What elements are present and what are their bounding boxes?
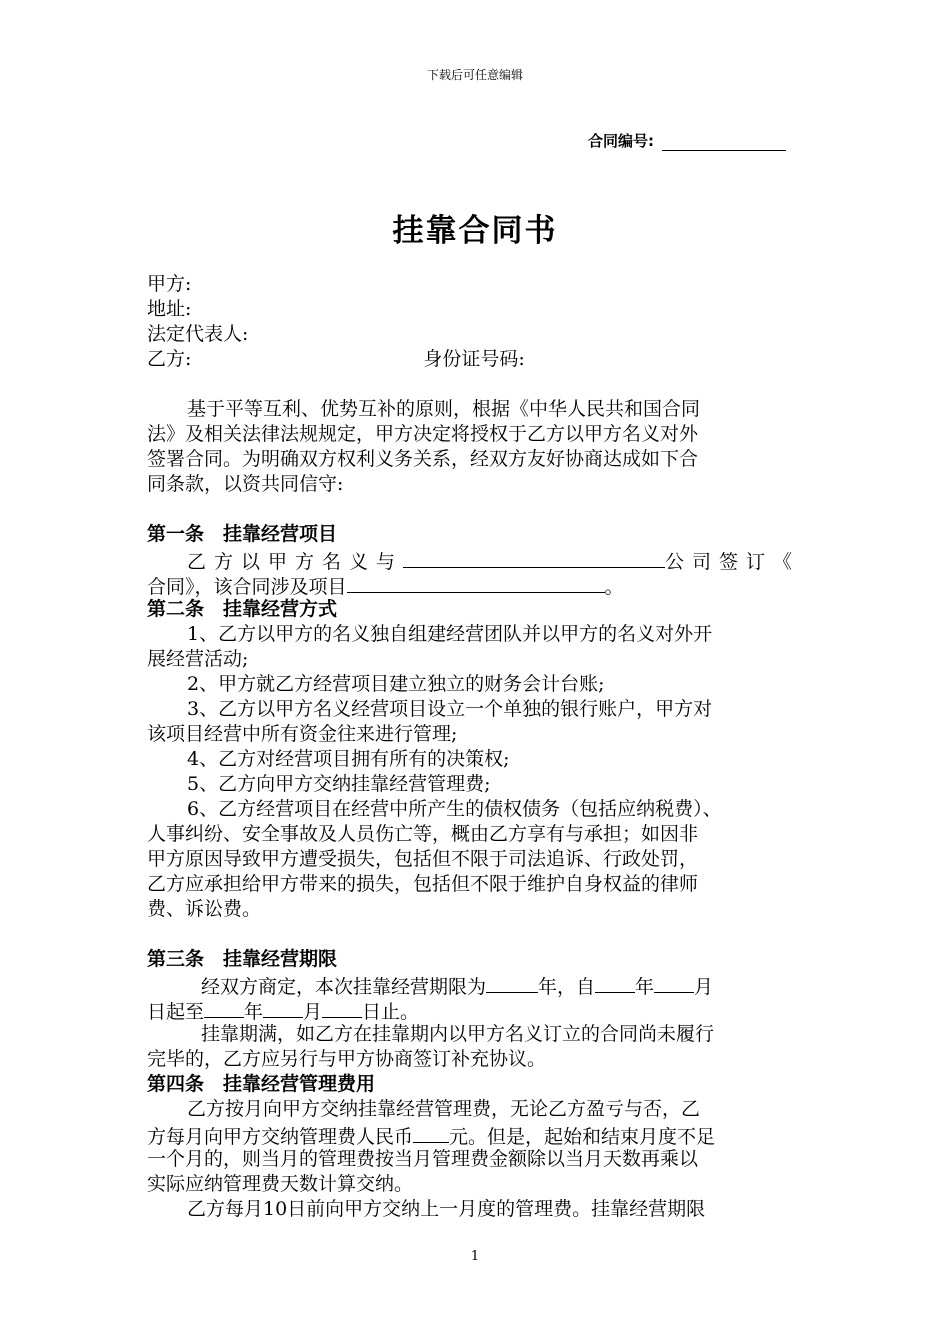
legal-rep-line: 法定代表人: [147,323,249,345]
document-title: 挂靠合同书 [392,213,558,249]
article-2-line: 费、诉讼费。 [147,898,262,920]
preamble-line: 法》及相关法律法规规定，甲方决定将授权于乙方以甲方名义对外 [147,423,699,445]
header-note: 下载后可任意编辑 [426,68,523,82]
preamble-line: 同条款，以资共同信守: [147,473,344,495]
id-number-label: 身份证号码: [423,348,525,370]
article-3-line: 挂靠期满，如乙方在挂靠期内以甲方名义订立的合同尚未履行 [201,1023,715,1045]
article-2-line: 4、乙方对经营项目拥有所有的决策权; [187,748,510,770]
project-blank [347,572,605,593]
article-1-line: 合同》，该合同涉及项目 。 [147,572,811,597]
article-2-line: 人事纠纷、安全事故及人员伤亡等，概由乙方享有与承担；如因非 [147,823,699,845]
article-2-line: 乙方应承担给甲方带来的损失，包括但不限于维护自身权益的律师 [147,873,699,895]
page-number: 1 [470,1249,480,1264]
article-1-heading: 第一条 挂靠经营项目 [147,523,338,545]
preamble-line: 签署合同。为明确双方权利义务关系，经双方友好协商达成如下合 [147,448,699,470]
start-month-blank [654,972,694,993]
fee-amount-blank [413,1122,449,1143]
contract-number-label: 合同编号: [588,132,654,150]
article-3-heading: 第三条 挂靠经营期限 [147,948,338,970]
article-2-line: 5、乙方向甲方交纳挂靠经营管理费; [187,773,491,795]
article-4-line: 一个月的，则当月的管理费按当月管理费金额除以当月天数再乘以 [147,1148,699,1170]
article-4-heading: 第四条 挂靠经营管理费用 [147,1073,376,1095]
contract-number-field [588,130,786,151]
party-b-line [147,347,811,372]
article-4-line: 实际应纳管理费天数计算交纳。 [147,1173,414,1195]
company-blank [403,547,665,568]
article-2-line: 2、甲方就乙方经营项目建立独立的财务会计台账; [187,673,605,695]
preamble-line: 基于平等互利、优势互补的原则，根据《中华人民共和国合同 [187,398,701,420]
article-1-line: 乙方以甲方名义与 公司签订《 [147,547,811,572]
end-day-blank [322,997,362,1018]
address-line: 地址: [147,298,192,320]
article-2-line: 展经营活动; [147,648,249,670]
article-3-line: 经双方商定，本次挂靠经营期限为 年，自 年 月 [147,972,811,997]
end-year-blank [204,997,244,1018]
years-blank [486,972,538,993]
article-3-line: 日起至 年 月 日止。 [147,997,811,1022]
article-2-line: 3、乙方以甲方名义经营项目设立一个单独的银行账户，甲方对 [187,698,713,720]
article-4-line: 方每月向甲方交纳管理费人民币 元。但是，起始和结束月度不足 [147,1122,811,1147]
party-a-line: 甲方: [147,273,192,295]
article-2-line: 6、乙方经营项目在经营中所产生的债权债务（包括应纳税费）、 [187,798,722,820]
document-body [147,272,811,1222]
article-2-heading: 第二条 挂靠经营方式 [147,598,338,620]
article-3-line: 完毕的，乙方应另行与甲方协商签订补充协议。 [147,1048,547,1070]
article-2-line: 1、乙方以甲方的名义独自组建经营团队并以甲方的名义对外开 [187,623,713,645]
article-2-line: 甲方原因导致甲方遭受损失，包括但不限于司法追诉、行政处罚， [147,848,699,870]
article-4-line: 乙方每月10日前向甲方交纳上一月度的管理费。挂靠经营期限 [187,1198,706,1220]
party-b-label: 乙方: [147,348,192,370]
contract-number-blank [662,136,786,151]
article-2-line: 该项目经营中所有资金往来进行管理; [147,723,458,745]
start-year-blank [595,972,635,993]
article-4-line: 乙方按月向甲方交纳挂靠经营管理费，无论乙方盈亏与否，乙 [187,1098,701,1120]
end-month-blank [263,997,303,1018]
